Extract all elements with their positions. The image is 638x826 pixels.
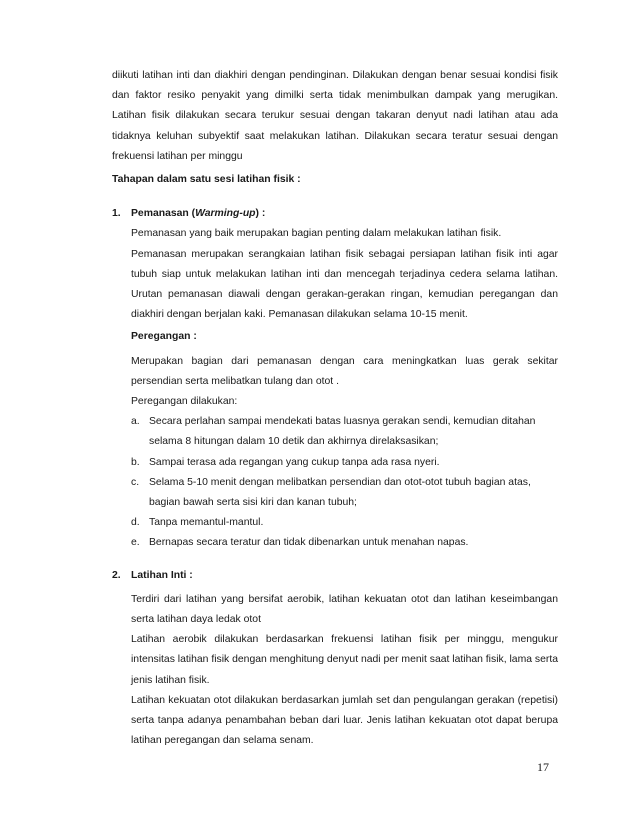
section-2-title: Latihan Inti : — [131, 569, 193, 581]
section-1-paragraph-3: Merupakan bagian dari pemanasan dengan cara meningkatkan luas gerak sekitar persendian serta melibatkan tulang dan otot . — [131, 355, 558, 387]
list-item-text: Tanpa memantul-mantul. — [149, 517, 264, 529]
list-item-marker: e. — [131, 537, 140, 549]
list-item-marker: b. — [131, 456, 140, 468]
list-item-text: Secara perlahan sampai mendekati batas luasnya gerakan sendi, kemudian ditahan selama 8 hitungan dalam 10 detik dan akhirnya direlaksasikan; — [149, 416, 536, 448]
section-1-body — [131, 224, 558, 553]
section-1-title-pre: Pemanasan ( — [131, 208, 196, 220]
section-1-title — [131, 204, 265, 224]
section-2-number: 2. — [112, 569, 121, 581]
list-item — [131, 533, 558, 553]
list-item-marker: d. — [131, 517, 140, 529]
list-item-text: Bernapas secara teratur dan tidak dibenarkan untuk menahan napas. — [149, 537, 469, 549]
list-item — [131, 453, 558, 473]
section-2-paragraph-1: Terdiri dari latihan yang bersifat aerobik, latihan kekuatan otot dan latihan keseimbangan serta latihan daya ledak otot — [131, 593, 558, 626]
section-1 — [112, 204, 558, 224]
section-heading: Tahapan dalam satu sesi latihan fisik : — [112, 174, 301, 186]
section-1-paragraph-1: Pemanasan yang baik merupakan bagian penting dalam melakukan latihan fisik. — [131, 228, 502, 240]
section-2-paragraph-3: Latihan kekuatan otot dilakukan berdasarkan jumlah set dan pengulangan gerakan (repetisi) serta tanpa adanya penambahan beban dari luar. Jenis latihan kekuatan otot dapat berupa latihan peregangan dan selama senam. — [131, 694, 558, 747]
section-2-body — [131, 590, 558, 752]
section-2 — [112, 566, 558, 586]
section-1-title-em: Warming-up — [195, 208, 256, 220]
list-item — [131, 412, 558, 452]
list-item-text: Selama 5-10 menit dengan melibatkan persendian dan otot-otot tubuh bagian atas, bagian bawah serta sisi kiri dan kanan tubuh; — [149, 476, 531, 509]
page-content — [112, 66, 558, 752]
page-number: 17 — [537, 760, 549, 774]
list-item — [131, 473, 558, 513]
section-1-paragraph-4: Peregangan dilakukan: — [131, 396, 238, 408]
section-1-title-post: ) : — [255, 208, 266, 220]
stretching-list — [131, 412, 558, 553]
list-item — [131, 513, 558, 533]
list-item-marker: c. — [131, 476, 140, 488]
list-item-marker: a. — [131, 416, 140, 428]
subsection-title: Peregangan : — [131, 331, 197, 343]
list-item-text: Sampai terasa ada regangan yang cukup tanpa ada rasa nyeri. — [149, 456, 440, 468]
intro-paragraph: diikuti latihan inti dan diakhiri dengan pendinginan. Dilakukan dengan benar sesuai kondisi fisik dan faktor resiko penyakit yang dimilki serta tidak menimbulkan dampak yang merugikan. Latihan fisik dilakukan secara terukur sesuai dengan takaran denyut nadi latihan atau ada tidaknya keluhan subyektif saat melakukan latihan. Dilakukan secara teratur sesuai dengan frekuensi latihan per minggu — [112, 70, 558, 162]
section-1-paragraph-2: Pemanasan merupakan serangkaian latihan fisik sebagai persiapan latihan fisik inti agar tubuh siap untuk melakukan latihan inti dan mencegah terjadinya cedera selama latihan. Urutan pemanasan diawali dengan gerakan-gerakan ringan, kemudian peregangan dan diakhiri dengan berjalan kaki. Pemanasan dilakukan selama 10-15 menit. — [131, 248, 558, 321]
section-2-paragraph-2: Latihan aerobik dilakukan berdasarkan frekuensi latihan fisik per minggu, mengukur intensitas latihan fisik dengan menghitung denyut nadi per menit saat latihan fisik, lama serta jenis latihan fisik. — [131, 634, 558, 686]
section-1-number: 1. — [112, 208, 121, 220]
